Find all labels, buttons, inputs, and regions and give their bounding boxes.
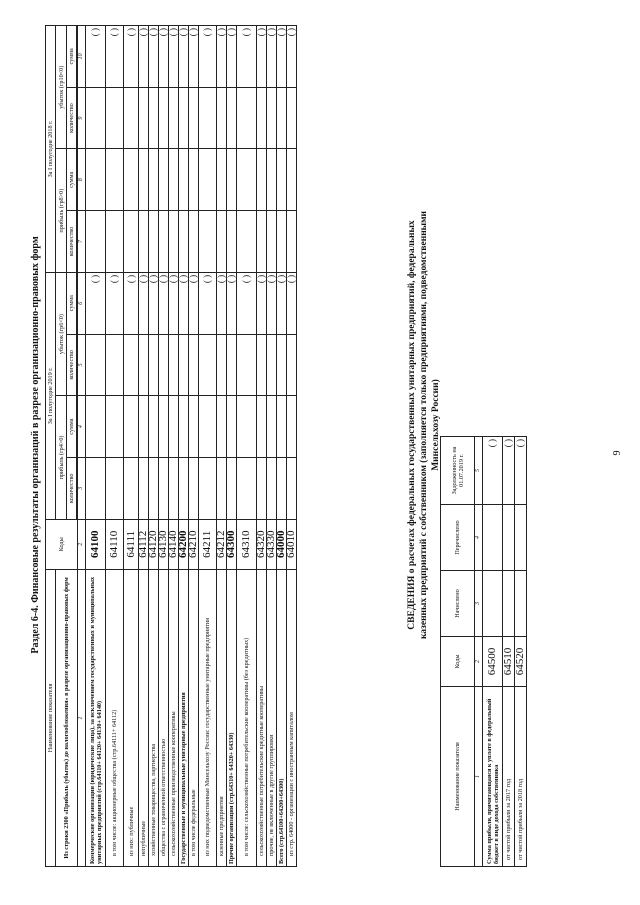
loss-sum-cell: ( ) <box>189 26 199 88</box>
loss-2018-header: убыток (гр10<0) <box>56 26 67 149</box>
row-label: Сумма прибыли, причитающаяся к уплате в федеральный бюджет в виде дохода собственника <box>483 687 503 867</box>
row-label: сельскохозяйственные производственные кооперативы <box>169 569 179 866</box>
column-number: 1 <box>78 569 86 866</box>
qty-header: количество <box>67 87 77 149</box>
table-row <box>189 26 199 867</box>
loss-sum-cell: ( ) <box>169 26 179 88</box>
loss-sum-cell: ( ) <box>169 272 179 334</box>
row-code: 64130 <box>159 519 169 569</box>
value-cell <box>257 334 267 396</box>
value-cell <box>179 457 189 519</box>
table-row <box>503 437 515 867</box>
loss-sum-cell: ( ) <box>217 26 227 88</box>
row-label: Прочие организации (стр.64310+ 64320+ 64330) <box>227 569 237 866</box>
table-row <box>277 26 287 867</box>
loss-sum-cell: ( ) <box>237 272 257 334</box>
loss-sum-cell: ( ) <box>267 26 277 88</box>
value-cell <box>179 87 189 149</box>
value-cell <box>277 211 287 273</box>
profit-2019-header: прибыль (гр4>0) <box>56 396 67 519</box>
value-cell <box>106 211 124 273</box>
row-label: Всего (стр.64100+64200+64300) <box>277 569 287 866</box>
loss-sum-cell: ( ) <box>149 26 159 88</box>
t2-transferred-header: Перечислено <box>441 505 475 571</box>
qty-header: количество <box>67 211 77 273</box>
row-label: из них: публичные <box>124 569 139 866</box>
value-cell <box>139 334 149 396</box>
row-label: казенные предприятия <box>217 569 227 866</box>
row-code: 64000 <box>277 519 287 569</box>
loss-sum-cell: ( ) <box>86 272 106 334</box>
column-number-row <box>78 26 86 867</box>
column-number: 4 <box>78 396 86 458</box>
value-cell <box>237 87 257 149</box>
t2-codes-header: Коды <box>441 637 475 687</box>
qty-header: количество <box>67 334 77 396</box>
name-col-header: Наименование показателя <box>46 569 56 866</box>
table-row <box>227 26 237 867</box>
value-cell <box>189 457 199 519</box>
row-label: прочие, не включенные в другие группировки <box>267 569 277 866</box>
row-label: Коммерческие организации (юридические лица), за исключением государственных и муниципальных унитарных предприятий (стр.64110+ 64120+ 64130+ 64140) <box>86 569 106 866</box>
value-cell <box>277 334 287 396</box>
row-label: в том числе: сельскохозяйственные потребительские кооперативы (без кредитных) <box>237 569 257 866</box>
sum-header: сумма <box>67 396 77 458</box>
value-cell <box>86 211 106 273</box>
value-cell <box>515 505 527 571</box>
value-cell <box>124 211 139 273</box>
table-row <box>515 437 527 867</box>
loss-sum-cell: ( ) <box>106 272 124 334</box>
loss-2019-header: убыток (гр6<0) <box>56 272 67 395</box>
value-cell <box>267 457 277 519</box>
table-row <box>159 26 169 867</box>
value-cell <box>189 396 199 458</box>
row-code: 64112 <box>139 519 149 569</box>
profit-2018-header: прибыль (гр8>0) <box>56 149 67 272</box>
column-number: 3 <box>78 457 86 519</box>
loss-sum-cell: ( ) <box>139 272 149 334</box>
loss-sum-cell: ( ) <box>159 272 169 334</box>
row-code: 64120 <box>149 519 159 569</box>
value-cell <box>217 211 227 273</box>
loss-sum-cell: ( ) <box>189 272 199 334</box>
value-cell <box>149 87 159 149</box>
value-cell <box>199 211 217 273</box>
value-cell <box>169 396 179 458</box>
financial-results-table <box>45 25 297 867</box>
value-cell <box>189 334 199 396</box>
loss-sum-cell: ( ) <box>237 26 257 88</box>
loss-sum-cell: ( ) <box>199 26 217 88</box>
value-cell <box>169 457 179 519</box>
row-code: 64500 <box>483 637 503 687</box>
loss-sum-cell: ( ) <box>287 272 297 334</box>
row-code: 64310 <box>237 519 257 569</box>
row-code: 64300 <box>227 519 237 569</box>
table-row <box>199 26 217 867</box>
value-cell <box>217 334 227 396</box>
value-cell <box>139 87 149 149</box>
value-cell <box>124 87 139 149</box>
loss-sum-cell: ( ) <box>267 272 277 334</box>
value-cell <box>124 149 139 211</box>
row-label: общества с ограниченной ответственностью <box>159 569 169 866</box>
column-number: 6 <box>78 272 86 334</box>
value-cell <box>287 396 297 458</box>
value-cell <box>237 457 257 519</box>
row-label: в том числе: акционерные общества (стр.64111+ 64112) <box>106 569 124 866</box>
value-cell <box>237 149 257 211</box>
table-row <box>169 26 179 867</box>
column-number: 1 <box>475 687 483 867</box>
row-code: 64510 <box>503 637 515 687</box>
loss-sum-cell: ( ) <box>227 272 237 334</box>
value-cell <box>217 149 227 211</box>
value-cell <box>139 396 149 458</box>
value-cell <box>106 334 124 396</box>
value-cell <box>179 211 189 273</box>
row-code: 64110 <box>106 519 124 569</box>
row-label: непубличные <box>139 569 149 866</box>
value-cell <box>149 149 159 211</box>
value-cell <box>277 87 287 149</box>
value-cell <box>86 457 106 519</box>
row-code: 64200 <box>179 519 189 569</box>
table-row <box>287 26 297 867</box>
value-cell <box>217 457 227 519</box>
row-code: 64140 <box>169 519 179 569</box>
value-cell <box>217 87 227 149</box>
t2-debt-header: Задолженность на 01.07.2019 г. <box>441 437 475 505</box>
value-cell <box>106 396 124 458</box>
column-number: 2 <box>475 637 483 687</box>
row-code: 64010 <box>287 519 297 569</box>
value-cell <box>149 211 159 273</box>
loss-sum-cell: ( ) <box>217 272 227 334</box>
t2-column-number-row <box>475 437 483 867</box>
value-cell <box>257 211 267 273</box>
value-cell <box>267 211 277 273</box>
period-2019-header: За I полугодие 2019 г. <box>46 272 56 519</box>
value-cell <box>287 211 297 273</box>
value-cell <box>86 396 106 458</box>
row-label: Государственные и муниципальные унитарные предприятия <box>179 569 189 866</box>
value-cell <box>227 396 237 458</box>
loss-sum-cell: ( ) <box>159 26 169 88</box>
sum-header: сумма <box>67 272 77 334</box>
row-label: в том числе федеральные <box>189 569 199 866</box>
row-code: 64520 <box>515 637 527 687</box>
value-cell <box>227 149 237 211</box>
row-code: 64212 <box>217 519 227 569</box>
column-number: 3 <box>475 571 483 637</box>
value-cell <box>86 334 106 396</box>
value-cell <box>179 334 189 396</box>
row-code: 64210 <box>189 519 199 569</box>
value-cell <box>267 149 277 211</box>
loss-sum-cell: ( ) <box>86 26 106 88</box>
value-cell <box>257 149 267 211</box>
table-row <box>106 26 124 867</box>
sum-header: сумма <box>67 26 77 88</box>
column-number: 7 <box>78 211 86 273</box>
value-cell <box>199 87 217 149</box>
value-cell <box>159 87 169 149</box>
value-cell <box>139 457 149 519</box>
value-cell <box>169 334 179 396</box>
loss-sum-cell: ( ) <box>124 26 139 88</box>
value-cell <box>267 334 277 396</box>
value-cell <box>237 211 257 273</box>
value-cell <box>149 457 159 519</box>
sum-header: сумма <box>67 149 77 211</box>
value-cell <box>503 571 515 637</box>
row-code: 64320 <box>257 519 267 569</box>
row-label: сельскохозяйственные потребительские кредитные кооперативы <box>257 569 267 866</box>
value-cell <box>227 334 237 396</box>
transferred-cell: ( ) <box>515 437 527 505</box>
section-title: Раздел 6-4. Финансовые результаты организаций в разрезе организационно-правовых форм <box>30 236 41 654</box>
value-cell <box>277 149 287 211</box>
value-cell <box>257 457 267 519</box>
value-cell <box>106 87 124 149</box>
value-cell <box>189 149 199 211</box>
value-cell <box>124 334 139 396</box>
loss-sum-cell: ( ) <box>287 26 297 88</box>
value-cell <box>86 149 106 211</box>
value-cell <box>106 149 124 211</box>
loss-sum-cell: ( ) <box>257 272 267 334</box>
table-row <box>257 26 267 867</box>
value-cell <box>149 334 159 396</box>
value-cell <box>277 396 287 458</box>
name-sub-header: Из строки 2300 «Прибыль (убыток) до налогообложения» в разрезе организационно-правовых форм <box>56 569 78 866</box>
value-cell <box>227 457 237 519</box>
value-cell <box>159 149 169 211</box>
t2-name-header: Наименование показателя <box>441 687 475 867</box>
value-cell <box>124 396 139 458</box>
loss-sum-cell: ( ) <box>199 272 217 334</box>
value-cell <box>287 457 297 519</box>
qty-header: количество <box>67 457 77 519</box>
value-cell <box>257 87 267 149</box>
value-cell <box>267 87 277 149</box>
loss-sum-cell: ( ) <box>179 26 189 88</box>
value-cell <box>106 457 124 519</box>
value-cell <box>169 87 179 149</box>
settlements-table <box>440 436 527 867</box>
column-number: 2 <box>78 519 86 569</box>
row-code: 64100 <box>86 519 106 569</box>
loss-sum-cell: ( ) <box>277 272 287 334</box>
value-cell <box>503 505 515 571</box>
row-label: от чистой прибыли за 2017 год <box>503 687 515 867</box>
column-number: 10 <box>78 26 86 88</box>
column-number: 9 <box>78 87 86 149</box>
value-cell <box>267 396 277 458</box>
value-cell <box>159 334 169 396</box>
value-cell <box>169 211 179 273</box>
value-cell <box>483 571 503 637</box>
value-cell <box>237 334 257 396</box>
loss-sum-cell: ( ) <box>106 26 124 88</box>
table-row <box>124 26 139 867</box>
value-cell <box>199 149 217 211</box>
loss-sum-cell: ( ) <box>149 272 159 334</box>
loss-sum-cell: ( ) <box>139 26 149 88</box>
column-number: 5 <box>78 334 86 396</box>
value-cell <box>277 457 287 519</box>
row-code: 64330 <box>267 519 277 569</box>
loss-sum-cell: ( ) <box>179 272 189 334</box>
value-cell <box>179 149 189 211</box>
value-cell <box>159 211 169 273</box>
column-number: 5 <box>475 437 483 505</box>
loss-sum-cell: ( ) <box>277 26 287 88</box>
value-cell <box>483 505 503 571</box>
period-2018-header: За I полугодие 2018 г. <box>46 26 56 273</box>
value-cell <box>86 87 106 149</box>
t2-accrued-header: Начислено <box>441 571 475 637</box>
row-label: из них подведомственные Минсельхозу России: государственные унитарные предприятия <box>199 569 217 866</box>
value-cell <box>159 396 169 458</box>
column-number: 4 <box>475 505 483 571</box>
value-cell <box>287 334 297 396</box>
codes-header: Коды <box>46 519 78 569</box>
table-row <box>217 26 227 867</box>
loss-sum-cell: ( ) <box>257 26 267 88</box>
row-code: 64211 <box>199 519 217 569</box>
transferred-cell: ( ) <box>503 437 515 505</box>
table-row <box>267 26 277 867</box>
column-number: 8 <box>78 149 86 211</box>
value-cell <box>169 149 179 211</box>
table-row <box>86 26 106 867</box>
table-row <box>179 26 189 867</box>
table-row <box>483 437 503 867</box>
value-cell <box>199 334 217 396</box>
table-row <box>237 26 257 867</box>
value-cell <box>139 149 149 211</box>
value-cell <box>179 396 189 458</box>
value-cell <box>189 87 199 149</box>
table-row <box>139 26 149 867</box>
value-cell <box>189 211 199 273</box>
value-cell <box>217 396 227 458</box>
value-cell <box>199 457 217 519</box>
value-cell <box>515 571 527 637</box>
value-cell <box>237 396 257 458</box>
value-cell <box>139 211 149 273</box>
value-cell <box>257 396 267 458</box>
value-cell <box>159 457 169 519</box>
value-cell <box>124 457 139 519</box>
value-cell <box>287 149 297 211</box>
page-number: 9 <box>612 450 623 456</box>
loss-sum-cell: ( ) <box>227 26 237 88</box>
value-cell <box>227 87 237 149</box>
row-code: 64111 <box>124 519 139 569</box>
transferred-cell: ( ) <box>483 437 503 505</box>
value-cell <box>199 396 217 458</box>
value-cell <box>287 87 297 149</box>
value-cell <box>149 396 159 458</box>
loss-sum-cell: ( ) <box>124 272 139 334</box>
row-label: из стр. 64000 - организации с иностранным капиталом <box>287 569 297 866</box>
table-row <box>149 26 159 867</box>
row-label: от чистой прибыли за 2018 год <box>515 687 527 867</box>
row-label: хозяйственные товарищества, партнерства <box>149 569 159 866</box>
value-cell <box>227 211 237 273</box>
svedenia-title: СВЕДЕНИЯ о расчетах федеральных государственных унитарных предприятий, федеральных казенных предприятий с собственником (заполняется только предприятиями, подведомственными Минсельхозу России) <box>407 210 441 640</box>
